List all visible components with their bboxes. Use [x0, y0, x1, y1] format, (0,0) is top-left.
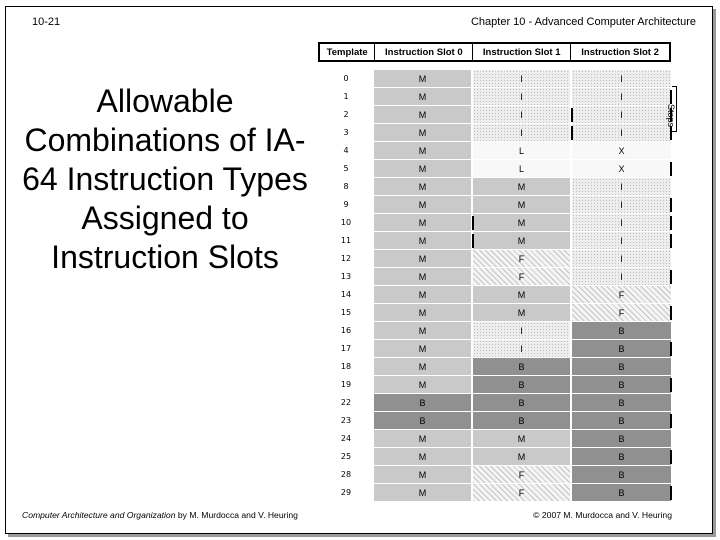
- table-row: [318, 286, 671, 304]
- slot-0-cell: M: [374, 484, 473, 502]
- stop-marker: [670, 162, 672, 176]
- slot-0-cell: M: [374, 232, 473, 250]
- slot-0-cell: M: [374, 430, 473, 448]
- slot-1-cell: I: [473, 124, 572, 142]
- slot-1-cell: M: [473, 214, 572, 232]
- slot-1-cell: F: [473, 250, 572, 268]
- slot-2-cell: B: [572, 340, 671, 358]
- slot-2-cell: I: [572, 214, 671, 232]
- slot-0-cell: M: [374, 196, 473, 214]
- slot-1-cell: M: [473, 304, 572, 322]
- slot-1-cell: M: [473, 448, 572, 466]
- template-number: 16: [318, 322, 374, 340]
- book-title: Computer Architecture and Organization: [22, 510, 176, 520]
- template-number: 15: [318, 304, 374, 322]
- slot-0-cell: M: [374, 178, 473, 196]
- table-row: [318, 214, 671, 232]
- template-number: 3: [318, 124, 374, 142]
- slot-0-cell: M: [374, 142, 473, 160]
- stop-marker: [670, 306, 672, 320]
- slot-2-cell: B: [572, 358, 671, 376]
- slot-2-cell: B: [572, 430, 671, 448]
- column-header-template: Template: [320, 44, 375, 60]
- slot-2-cell: F: [572, 304, 671, 322]
- table-row: [318, 466, 671, 484]
- template-number: 0: [318, 70, 374, 88]
- slot-2-cell: I: [572, 106, 671, 124]
- slot-2-cell: X: [572, 142, 671, 160]
- template-number: 9: [318, 196, 374, 214]
- slot-2-cell: B: [572, 394, 671, 412]
- table-row: [318, 448, 671, 466]
- stop-marker: [571, 126, 573, 140]
- slot-0-cell: M: [374, 250, 473, 268]
- footer-citation: [22, 510, 298, 520]
- template-number: 22: [318, 394, 374, 412]
- slot-0-cell: M: [374, 88, 473, 106]
- slot-1-cell: B: [473, 376, 572, 394]
- footer-copyright: © 2007 M. Murdocca and V. Heuring: [533, 510, 672, 520]
- slot-0-cell: M: [374, 286, 473, 304]
- slot-2-cell: I: [572, 124, 671, 142]
- table-row: [318, 106, 671, 124]
- stop-marker: [472, 234, 474, 248]
- template-number: 28: [318, 466, 374, 484]
- slide-number: 10-21: [32, 16, 61, 28]
- table-row: [318, 376, 671, 394]
- template-number: 13: [318, 268, 374, 286]
- slot-2-cell: I: [572, 268, 671, 286]
- slot-1-cell: I: [473, 88, 572, 106]
- stop-marker: [670, 450, 672, 464]
- slot-2-cell: I: [572, 250, 671, 268]
- template-number: 25: [318, 448, 374, 466]
- stops-label: Stops: [666, 104, 676, 128]
- slot-1-cell: I: [473, 70, 572, 88]
- book-authors: by M. Murdocca and V. Heuring: [175, 510, 298, 520]
- stop-marker: [472, 216, 474, 230]
- slot-1-cell: L: [473, 142, 572, 160]
- table-row: [318, 268, 671, 286]
- table-row: [318, 358, 671, 376]
- slot-0-cell: M: [374, 214, 473, 232]
- slot-0-cell: M: [374, 268, 473, 286]
- slot-1-cell: F: [473, 466, 572, 484]
- slot-1-cell: M: [473, 178, 572, 196]
- template-number: 29: [318, 484, 374, 502]
- template-number: 17: [318, 340, 374, 358]
- slot-1-cell: B: [473, 394, 572, 412]
- slot-2-cell: B: [572, 376, 671, 394]
- slot-1-cell: I: [473, 322, 572, 340]
- table-row: [318, 160, 671, 178]
- slot-2-cell: B: [572, 466, 671, 484]
- slot-0-cell: M: [374, 124, 473, 142]
- slot-2-cell: I: [572, 88, 671, 106]
- slot-2-cell: F: [572, 286, 671, 304]
- table-row: [318, 232, 671, 250]
- slot-1-cell: M: [473, 286, 572, 304]
- slot-0-cell: M: [374, 322, 473, 340]
- slot-2-cell: B: [572, 448, 671, 466]
- table-row: [318, 304, 671, 322]
- stop-marker: [670, 414, 672, 428]
- template-number: 11: [318, 232, 374, 250]
- slot-1-cell: F: [473, 268, 572, 286]
- slot-1-cell: M: [473, 232, 572, 250]
- slot-1-cell: B: [473, 358, 572, 376]
- slot-2-cell: B: [572, 484, 671, 502]
- slot-1-cell: I: [473, 340, 572, 358]
- template-number: 18: [318, 358, 374, 376]
- template-number: 1: [318, 88, 374, 106]
- template-number: 4: [318, 142, 374, 160]
- slot-2-cell: X: [572, 160, 671, 178]
- slot-2-cell: I: [572, 70, 671, 88]
- slot-0-cell: M: [374, 376, 473, 394]
- stop-marker: [670, 486, 672, 500]
- table-body: [318, 70, 671, 502]
- template-number: 2: [318, 106, 374, 124]
- slot-2-cell: I: [572, 232, 671, 250]
- slot-0-cell: M: [374, 106, 473, 124]
- table-row: [318, 340, 671, 358]
- slot-1-cell: I: [473, 106, 572, 124]
- table-row: [318, 322, 671, 340]
- stop-marker: [670, 216, 672, 230]
- stop-marker: [670, 234, 672, 248]
- template-number: 19: [318, 376, 374, 394]
- stop-marker: [571, 108, 573, 122]
- slot-0-cell: B: [374, 412, 473, 430]
- template-number: 12: [318, 250, 374, 268]
- template-number: 10: [318, 214, 374, 232]
- slot-0-cell: M: [374, 466, 473, 484]
- stop-marker: [670, 342, 672, 356]
- table-row: [318, 142, 671, 160]
- slot-0-cell: B: [374, 394, 473, 412]
- slot-0-cell: M: [374, 340, 473, 358]
- slot-2-cell: I: [572, 196, 671, 214]
- slot-1-cell: M: [473, 430, 572, 448]
- table-row: [318, 196, 671, 214]
- column-header-slot-1: Instruction Slot 1: [473, 44, 571, 60]
- slot-1-cell: B: [473, 412, 572, 430]
- template-number: 5: [318, 160, 374, 178]
- template-table: [318, 42, 671, 502]
- stop-marker: [670, 198, 672, 212]
- stop-marker: [670, 378, 672, 392]
- template-number: 14: [318, 286, 374, 304]
- slot-2-cell: B: [572, 322, 671, 340]
- column-header-slot-0: Instruction Slot 0: [375, 44, 473, 60]
- slide-title: Allowable Combinations of IA-64 Instruction Types Assigned to Instruction Slots: [22, 83, 308, 275]
- slot-2-cell: B: [572, 412, 671, 430]
- table-row: [318, 88, 671, 106]
- slot-0-cell: M: [374, 304, 473, 322]
- table-row: [318, 250, 671, 268]
- template-number: 8: [318, 178, 374, 196]
- slot-2-cell: I: [572, 178, 671, 196]
- chapter-title: Chapter 10 - Advanced Computer Architecture: [470, 16, 696, 28]
- table-row: [318, 412, 671, 430]
- template-number: 23: [318, 412, 374, 430]
- table-row: [318, 430, 671, 448]
- slot-1-cell: L: [473, 160, 572, 178]
- table-row: [318, 178, 671, 196]
- column-header-slot-2: Instruction Slot 2: [581, 46, 659, 58]
- table-row: [318, 124, 671, 142]
- slot-0-cell: M: [374, 448, 473, 466]
- slot-1-cell: M: [473, 196, 572, 214]
- stop-marker: [670, 270, 672, 284]
- table-header: [318, 42, 671, 62]
- slot-1-cell: F: [473, 484, 572, 502]
- slot-0-cell: M: [374, 358, 473, 376]
- table-row: [318, 484, 671, 502]
- slot-0-cell: M: [374, 160, 473, 178]
- slot-0-cell: M: [374, 70, 473, 88]
- table-row: [318, 394, 671, 412]
- table-row: [318, 70, 671, 88]
- template-number: 24: [318, 430, 374, 448]
